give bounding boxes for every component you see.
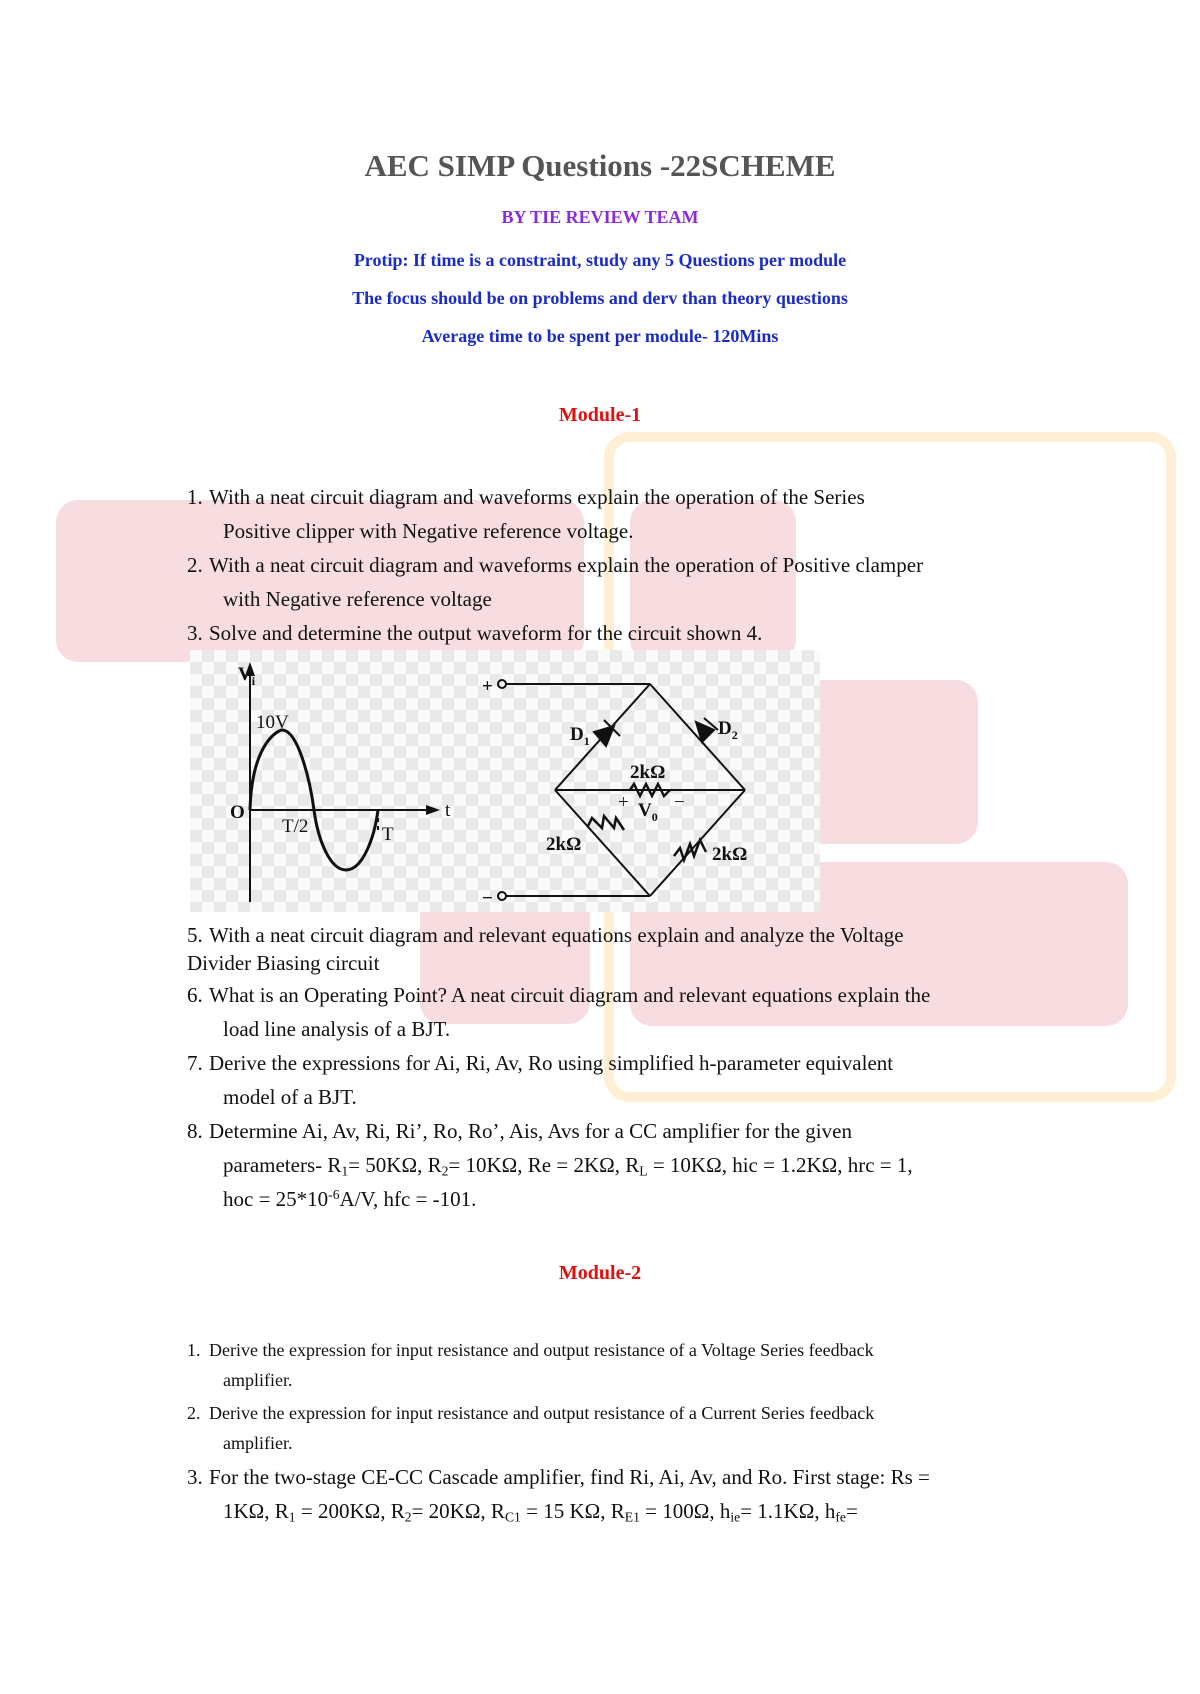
module-2-heading: Module-2 (558, 1262, 642, 1284)
module-2-question-1 (187, 1335, 1089, 1395)
question-text: Solve and determine the output waveform for the circuit shown 4. (209, 621, 763, 645)
waveform-half-period-label: T/2 (282, 816, 309, 837)
terminal-plus-label: + (482, 676, 493, 697)
waveform-x-label: t (445, 800, 451, 821)
question-text: load line analysis of a BJT. (223, 1017, 451, 1041)
question-parameters: 1KΩ, $R_1 = 200K\Omega$, $R_2= 20K\Omega$, $R_{C1} = 15$ KΩ, $R_{E1} = 100\Omega$, $h_{ie}= 1.1K\Omega$, $h_{fe}=$ (223, 1499, 858, 1525)
circuit-figure (190, 650, 820, 912)
vo-minus-label: − (674, 792, 685, 813)
question-number: 2. (187, 553, 203, 577)
figure-drawing (190, 650, 820, 912)
resistor-left-label: 2kΩ (546, 834, 582, 855)
question-parameters: parameters- $R_1= 50K\Omega$, $R_2= 10K\Omega$, Re = 2KΩ, $R_L = 10K\Omega$, hic = 1.2KΩ, hrc = 1, (223, 1153, 913, 1179)
question-text: Derive the expressions for Ai, Ri, Av, Ro using simplified h-parameter equivalent (209, 1051, 894, 1075)
question-text: With a neat circuit diagram and relevant equations explain and analyze the Voltage (209, 923, 904, 947)
question-number: 2. (187, 1403, 201, 1423)
terminal-minus-label: − (482, 888, 493, 909)
input-terminal-negative (498, 892, 506, 900)
question-number: 3. (187, 621, 203, 645)
resistor-right-label: 2kΩ (712, 844, 748, 865)
byline: BY TIE REVIEW TEAM (501, 207, 699, 227)
module-1-question-3 (187, 616, 1089, 650)
question-number: 1. (187, 1340, 201, 1360)
vo-plus-label: + (618, 792, 629, 813)
tip-line-2: The focus should be on problems and derv than theory questions (352, 288, 848, 308)
waveform-peak-label: 10V (256, 712, 289, 733)
question-text: with Negative reference voltage (223, 587, 492, 611)
output-voltage-label: $V_0$ (638, 800, 658, 824)
question-text: Positive clipper with Negative reference voltage. (223, 519, 634, 543)
sine-wave (250, 730, 378, 870)
question-number: 7. (187, 1051, 203, 1075)
question-text: amplifier. (223, 1370, 293, 1390)
waveform-origin-label: O (230, 802, 245, 823)
diode-bridge-circuit (498, 680, 748, 900)
question-parameters: hoc = $25*10^{-6}A/V$, hfc = -101. (223, 1187, 477, 1211)
question-text: With a neat circuit diagram and waveforms explain the operation of the Series (209, 485, 865, 509)
question-text: Derive the expression for input resistance and output resistance of a Voltage Series feedback (209, 1340, 874, 1360)
question-text: Divider Biasing circuit (187, 951, 380, 975)
input-terminal-positive (498, 680, 506, 688)
branch-right-resistor (650, 790, 748, 896)
module-2-question-2 (187, 1398, 1089, 1458)
tip-line-1: Protip: If time is a constraint, study any 5 Questions per module (353, 250, 847, 270)
question-text: model of a BJT. (223, 1085, 357, 1109)
question-number: 3. (187, 1465, 203, 1489)
x-axis-arrow (426, 805, 440, 815)
question-text: What is an Operating Point? A neat circuit diagram and relevant equations explain the (209, 983, 931, 1007)
question-text: Derive the expression for input resistance and output resistance of a Current Series feedback (209, 1403, 875, 1423)
question-number: 5. (187, 923, 203, 947)
question-number: 6. (187, 983, 203, 1007)
diode-d2-label: $D_2$ (718, 718, 738, 742)
tip-line-3: Average time to be spent per module- 120Mins (421, 326, 779, 346)
resistor-middle-label: 2kΩ (630, 762, 666, 783)
resistor-left-symbol (588, 816, 624, 830)
question-text: amplifier. (223, 1433, 293, 1453)
question-text: Determine Ai, Av, Ri, Ri’, Ro, Ro’, Ais, Avs for a CC amplifier for the given (209, 1119, 852, 1143)
waveform-period-label: T (382, 824, 394, 845)
module-1-heading: Module-1 (558, 404, 642, 426)
module-1-question-6 (187, 978, 1089, 1046)
module-1-question-8 (187, 1114, 1089, 1216)
waveform-y-label: $V_i$ (238, 664, 256, 688)
input-waveform (245, 662, 440, 902)
diode-d1-label: $D_1$ (570, 724, 590, 748)
question-text: For the two-stage CE-CC Cascade amplifier, find Ri, Ai, Av, and Ro. First stage: Rs = (209, 1465, 930, 1489)
page-title: AEC SIMP Questions -22SCHEME (364, 148, 836, 183)
module-1-question-5 (187, 918, 1089, 980)
question-text: With a neat circuit diagram and waveforms explain the operation of Positive clamper (209, 553, 924, 577)
module-1-question-1 (187, 480, 1089, 548)
question-number: 1. (187, 485, 203, 509)
module-2-question-3 (187, 1460, 1089, 1528)
module-1-question-7 (187, 1046, 1089, 1114)
module-1-question-2 (187, 548, 1089, 616)
question-number: 8. (187, 1119, 203, 1143)
